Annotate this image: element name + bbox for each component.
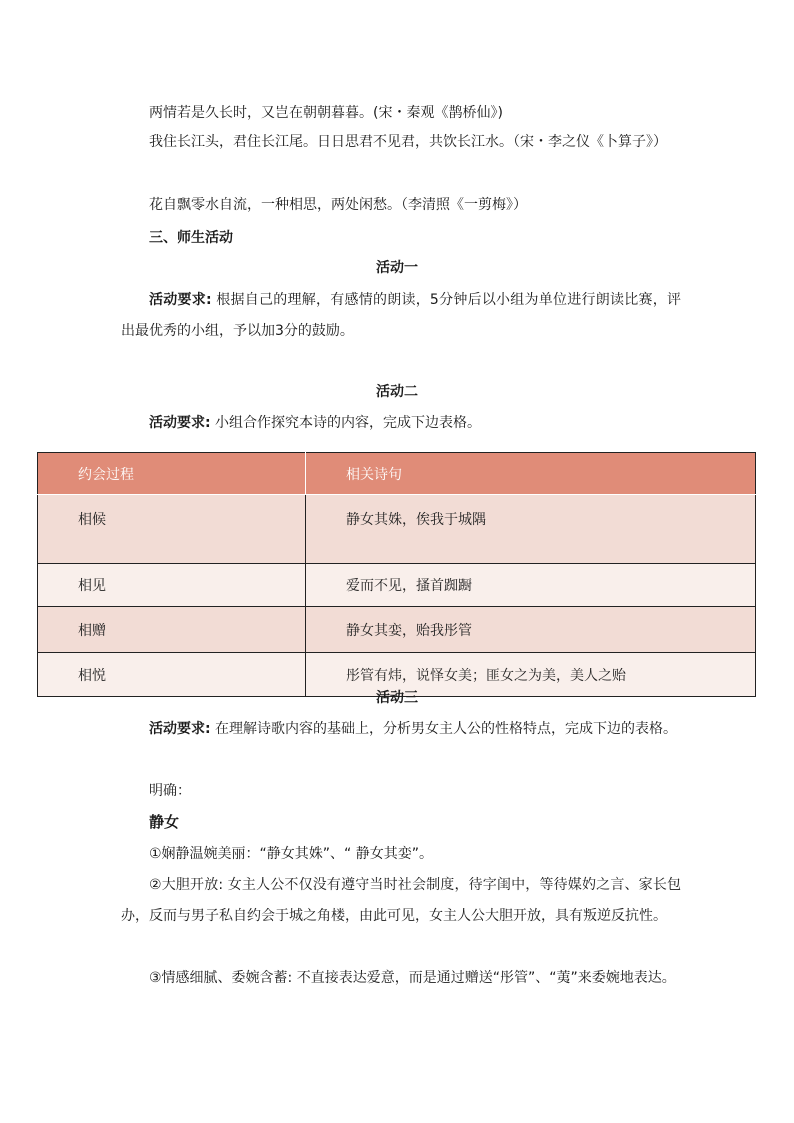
character-heading: 静女 (149, 813, 180, 831)
table-cell-stage: 相候 (38, 495, 306, 564)
activity-2-title: 活动二 (376, 384, 418, 400)
requirement-label: 活动要求: (149, 721, 211, 737)
requirement-label: 活动要求: (149, 292, 212, 308)
table-row (38, 564, 756, 607)
trait-point-2: ②大胆开放: 女主人公不仅没有遵守当时社会制度，待字闺中，等待媒妁之言、家长包办，反而与男子私自约会于城之角楼，由此可见，女主人公大胆开放，具有叛逆反抗性。 (121, 877, 681, 924)
poem-quote-2: 我住长江头，君住长江尾。日日思君不见君，共饮长江水。（宋・李之仪《卜算子》） (149, 134, 667, 150)
poem-quote-1: 两情若是久长时，又岂在朝朝暮暮。(宋・秦观《鹊桥仙》) (149, 105, 503, 121)
activity-1-requirement (121, 285, 681, 347)
table-cell-verse: 静女其姝，俟我于城隅 (306, 495, 756, 564)
activity-3-requirement (121, 714, 681, 745)
table-cell-verse: 静女其娈，贻我彤管 (306, 607, 756, 653)
poem-quote-3: 花自飘零水自流，一种相思，两处闲愁。（李清照《一剪梅》） (149, 197, 527, 213)
trait-point-3: ③情感细腻、委婉含蓄: 不直接表达爱意，而是通过赠送“彤管”、“荑”来委婉地表达。 (149, 970, 676, 986)
activity-2-requirement (121, 408, 681, 439)
section-title: 三、师生活动 (149, 230, 233, 246)
table-cell-verse: 彤管有炜，说怿女美；匪女之为美，美人之贻 (306, 653, 756, 697)
trait-point-1: ①娴静温婉美丽：“静女其姝”、“ 静女其娈”。 (149, 846, 434, 862)
table-header-cell: 相关诗句 (306, 453, 756, 495)
table-header-row (38, 453, 756, 495)
dating-process-table (37, 452, 756, 697)
requirement-label: 活动要求: (149, 415, 211, 431)
table-cell-stage: 相赠 (38, 607, 306, 653)
table-row (38, 607, 756, 653)
table-cell-stage: 相悦 (38, 653, 306, 697)
activity-3-title: 活动三 (376, 690, 418, 706)
table-cell-stage: 相见 (38, 564, 306, 607)
requirement-text: 根据自己的理解，有感情的朗读，5分钟后以小组为单位进行朗读比赛，评出最优秀的小组，予以加3分的鼓励。 (121, 292, 681, 339)
table-header-cell: 约会过程 (38, 453, 306, 495)
clarify-label: 明确： (149, 783, 191, 799)
requirement-text: 在理解诗歌内容的基础上，分析男女主人公的性格特点，完成下边的表格。 (210, 721, 678, 737)
activity-1-title: 活动一 (376, 260, 418, 276)
requirement-text: 小组合作探究本诗的内容，完成下边表格。 (210, 415, 482, 431)
table-cell-verse: 爱而不见，搔首踟蹰 (306, 564, 756, 607)
table-row (38, 495, 756, 564)
